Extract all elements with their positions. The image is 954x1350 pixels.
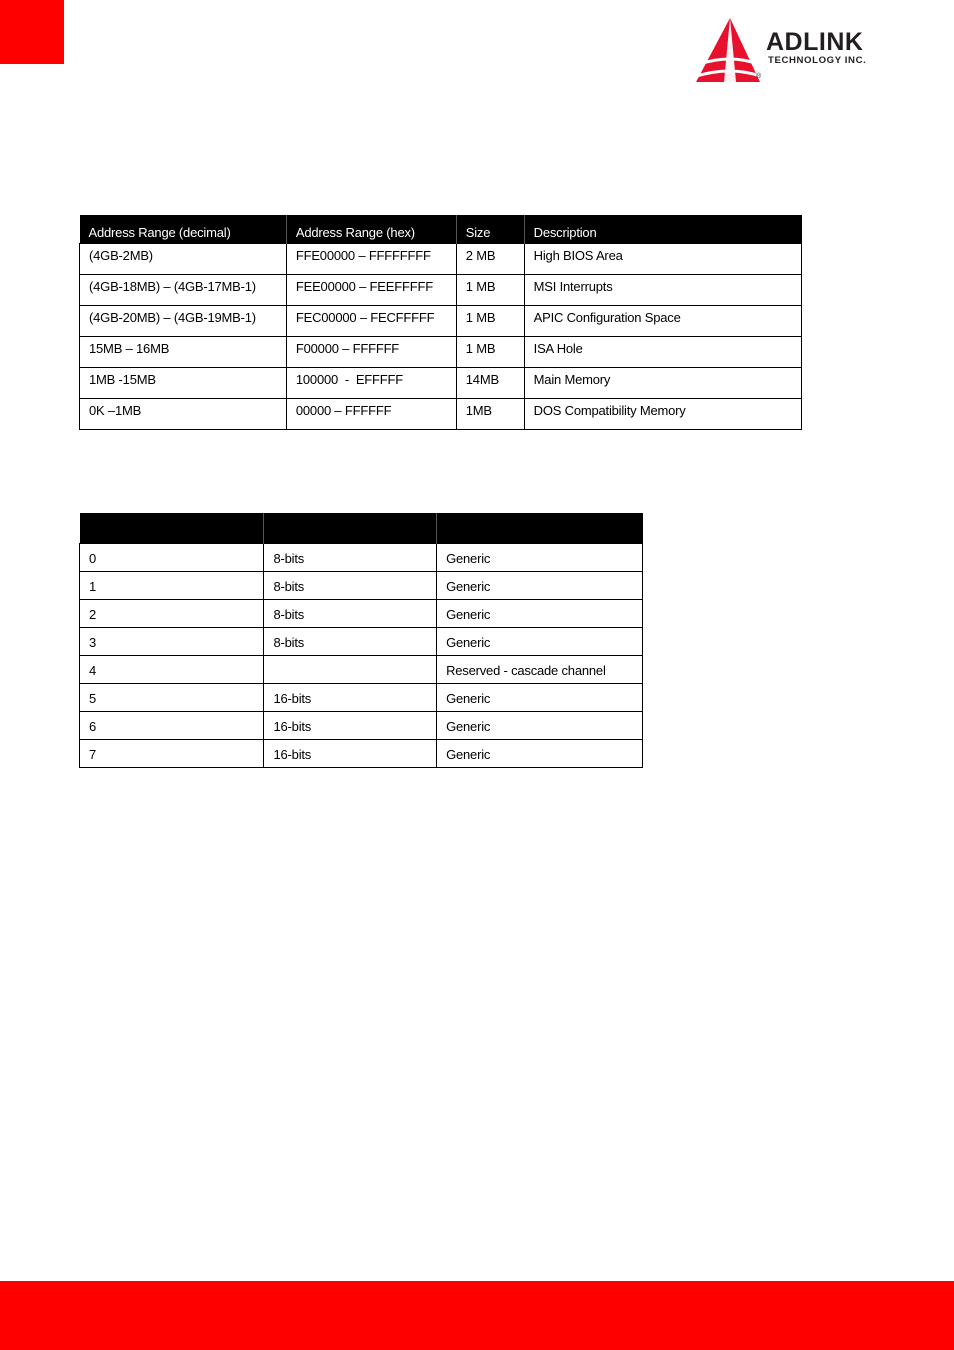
cell-channel: 7 bbox=[80, 740, 264, 768]
table-row bbox=[80, 368, 802, 399]
cell-channel: 2 bbox=[80, 600, 264, 628]
cell-description: APIC Configuration Space bbox=[524, 306, 801, 337]
cell-size: 1 MB bbox=[456, 275, 524, 306]
table-row bbox=[80, 244, 802, 275]
header-size: Size bbox=[456, 215, 524, 244]
cell-channel: 1 bbox=[80, 572, 264, 600]
cell-size: 1MB bbox=[456, 399, 524, 430]
cell-width: 16-bits bbox=[264, 740, 437, 768]
cell-channel: 6 bbox=[80, 712, 264, 740]
table-row bbox=[80, 337, 802, 368]
cell-channel: 5 bbox=[80, 684, 264, 712]
page-footer-bar bbox=[0, 1281, 954, 1350]
cell-address-decimal: (4GB-2MB) bbox=[80, 244, 287, 275]
cell-size: 2 MB bbox=[456, 244, 524, 275]
cell-width: 8-bits bbox=[264, 628, 437, 656]
cell-usage: Generic bbox=[437, 600, 643, 628]
table-row bbox=[80, 275, 802, 306]
cell-channel: 3 bbox=[80, 628, 264, 656]
cell-usage: Generic bbox=[437, 684, 643, 712]
adlink-triangle-icon bbox=[694, 16, 764, 86]
cell-width: 16-bits bbox=[264, 712, 437, 740]
cell-size: 14MB bbox=[456, 368, 524, 399]
table-row bbox=[80, 600, 643, 628]
memory-map-header-row bbox=[80, 215, 802, 244]
table-row bbox=[80, 712, 643, 740]
cell-address-decimal: (4GB-20MB) – (4GB-19MB-1) bbox=[80, 306, 287, 337]
table-row bbox=[80, 684, 643, 712]
cell-usage: Reserved - cascade channel bbox=[437, 656, 643, 684]
cell-address-hex: F00000 – FFFFFF bbox=[286, 337, 456, 368]
cell-channel: 0 bbox=[80, 544, 264, 572]
cell-description: High BIOS Area bbox=[524, 244, 801, 275]
cell-address-decimal: 0K –1MB bbox=[80, 399, 287, 430]
cell-description: DOS Compatibility Memory bbox=[524, 399, 801, 430]
header-address-hex: Address Range (hex) bbox=[286, 215, 456, 244]
page-corner-tab bbox=[0, 0, 64, 64]
adlink-logo bbox=[694, 16, 909, 86]
logo-registered-mark: ® bbox=[756, 73, 762, 80]
header-cell bbox=[80, 513, 264, 544]
header-description: Description bbox=[524, 215, 801, 244]
cell-address-hex: 00000 – FFFFFF bbox=[286, 399, 456, 430]
header-cell bbox=[264, 513, 437, 544]
dma-header-row bbox=[80, 513, 643, 544]
dma-channel-table bbox=[79, 513, 643, 768]
cell-description: MSI Interrupts bbox=[524, 275, 801, 306]
table-row bbox=[80, 572, 643, 600]
cell-address-hex: FEC00000 – FECFFFFF bbox=[286, 306, 456, 337]
cell-address-decimal: 1MB -15MB bbox=[80, 368, 287, 399]
cell-usage: Generic bbox=[437, 572, 643, 600]
cell-address-hex: 100000 - EFFFFF bbox=[286, 368, 456, 399]
cell-description: Main Memory bbox=[524, 368, 801, 399]
cell-usage: Generic bbox=[437, 628, 643, 656]
cell-usage: Generic bbox=[437, 544, 643, 572]
table-row bbox=[80, 399, 802, 430]
cell-address-decimal: 15MB – 16MB bbox=[80, 337, 287, 368]
cell-size: 1 MB bbox=[456, 337, 524, 368]
cell-usage: Generic bbox=[437, 712, 643, 740]
header-address-decimal: Address Range (decimal) bbox=[80, 215, 287, 244]
table-row bbox=[80, 628, 643, 656]
table-row bbox=[80, 656, 643, 684]
cell-address-decimal: (4GB-18MB) – (4GB-17MB-1) bbox=[80, 275, 287, 306]
cell-width: 8-bits bbox=[264, 600, 437, 628]
cell-width: 8-bits bbox=[264, 572, 437, 600]
cell-size: 1 MB bbox=[456, 306, 524, 337]
cell-address-hex: FFE00000 – FFFFFFFF bbox=[286, 244, 456, 275]
table-row bbox=[80, 306, 802, 337]
memory-map-table bbox=[79, 215, 802, 430]
logo-wordmark: ADLINK bbox=[766, 28, 864, 56]
cell-channel: 4 bbox=[80, 656, 264, 684]
cell-width: 8-bits bbox=[264, 544, 437, 572]
logo-tagline: TECHNOLOGY INC. bbox=[768, 55, 867, 66]
cell-usage: Generic bbox=[437, 740, 643, 768]
header-cell bbox=[437, 513, 643, 544]
cell-description: ISA Hole bbox=[524, 337, 801, 368]
cell-width: 16-bits bbox=[264, 684, 437, 712]
table-row bbox=[80, 740, 643, 768]
cell-width bbox=[264, 656, 437, 684]
cell-address-hex: FEE00000 – FEEFFFFF bbox=[286, 275, 456, 306]
table-row bbox=[80, 544, 643, 572]
